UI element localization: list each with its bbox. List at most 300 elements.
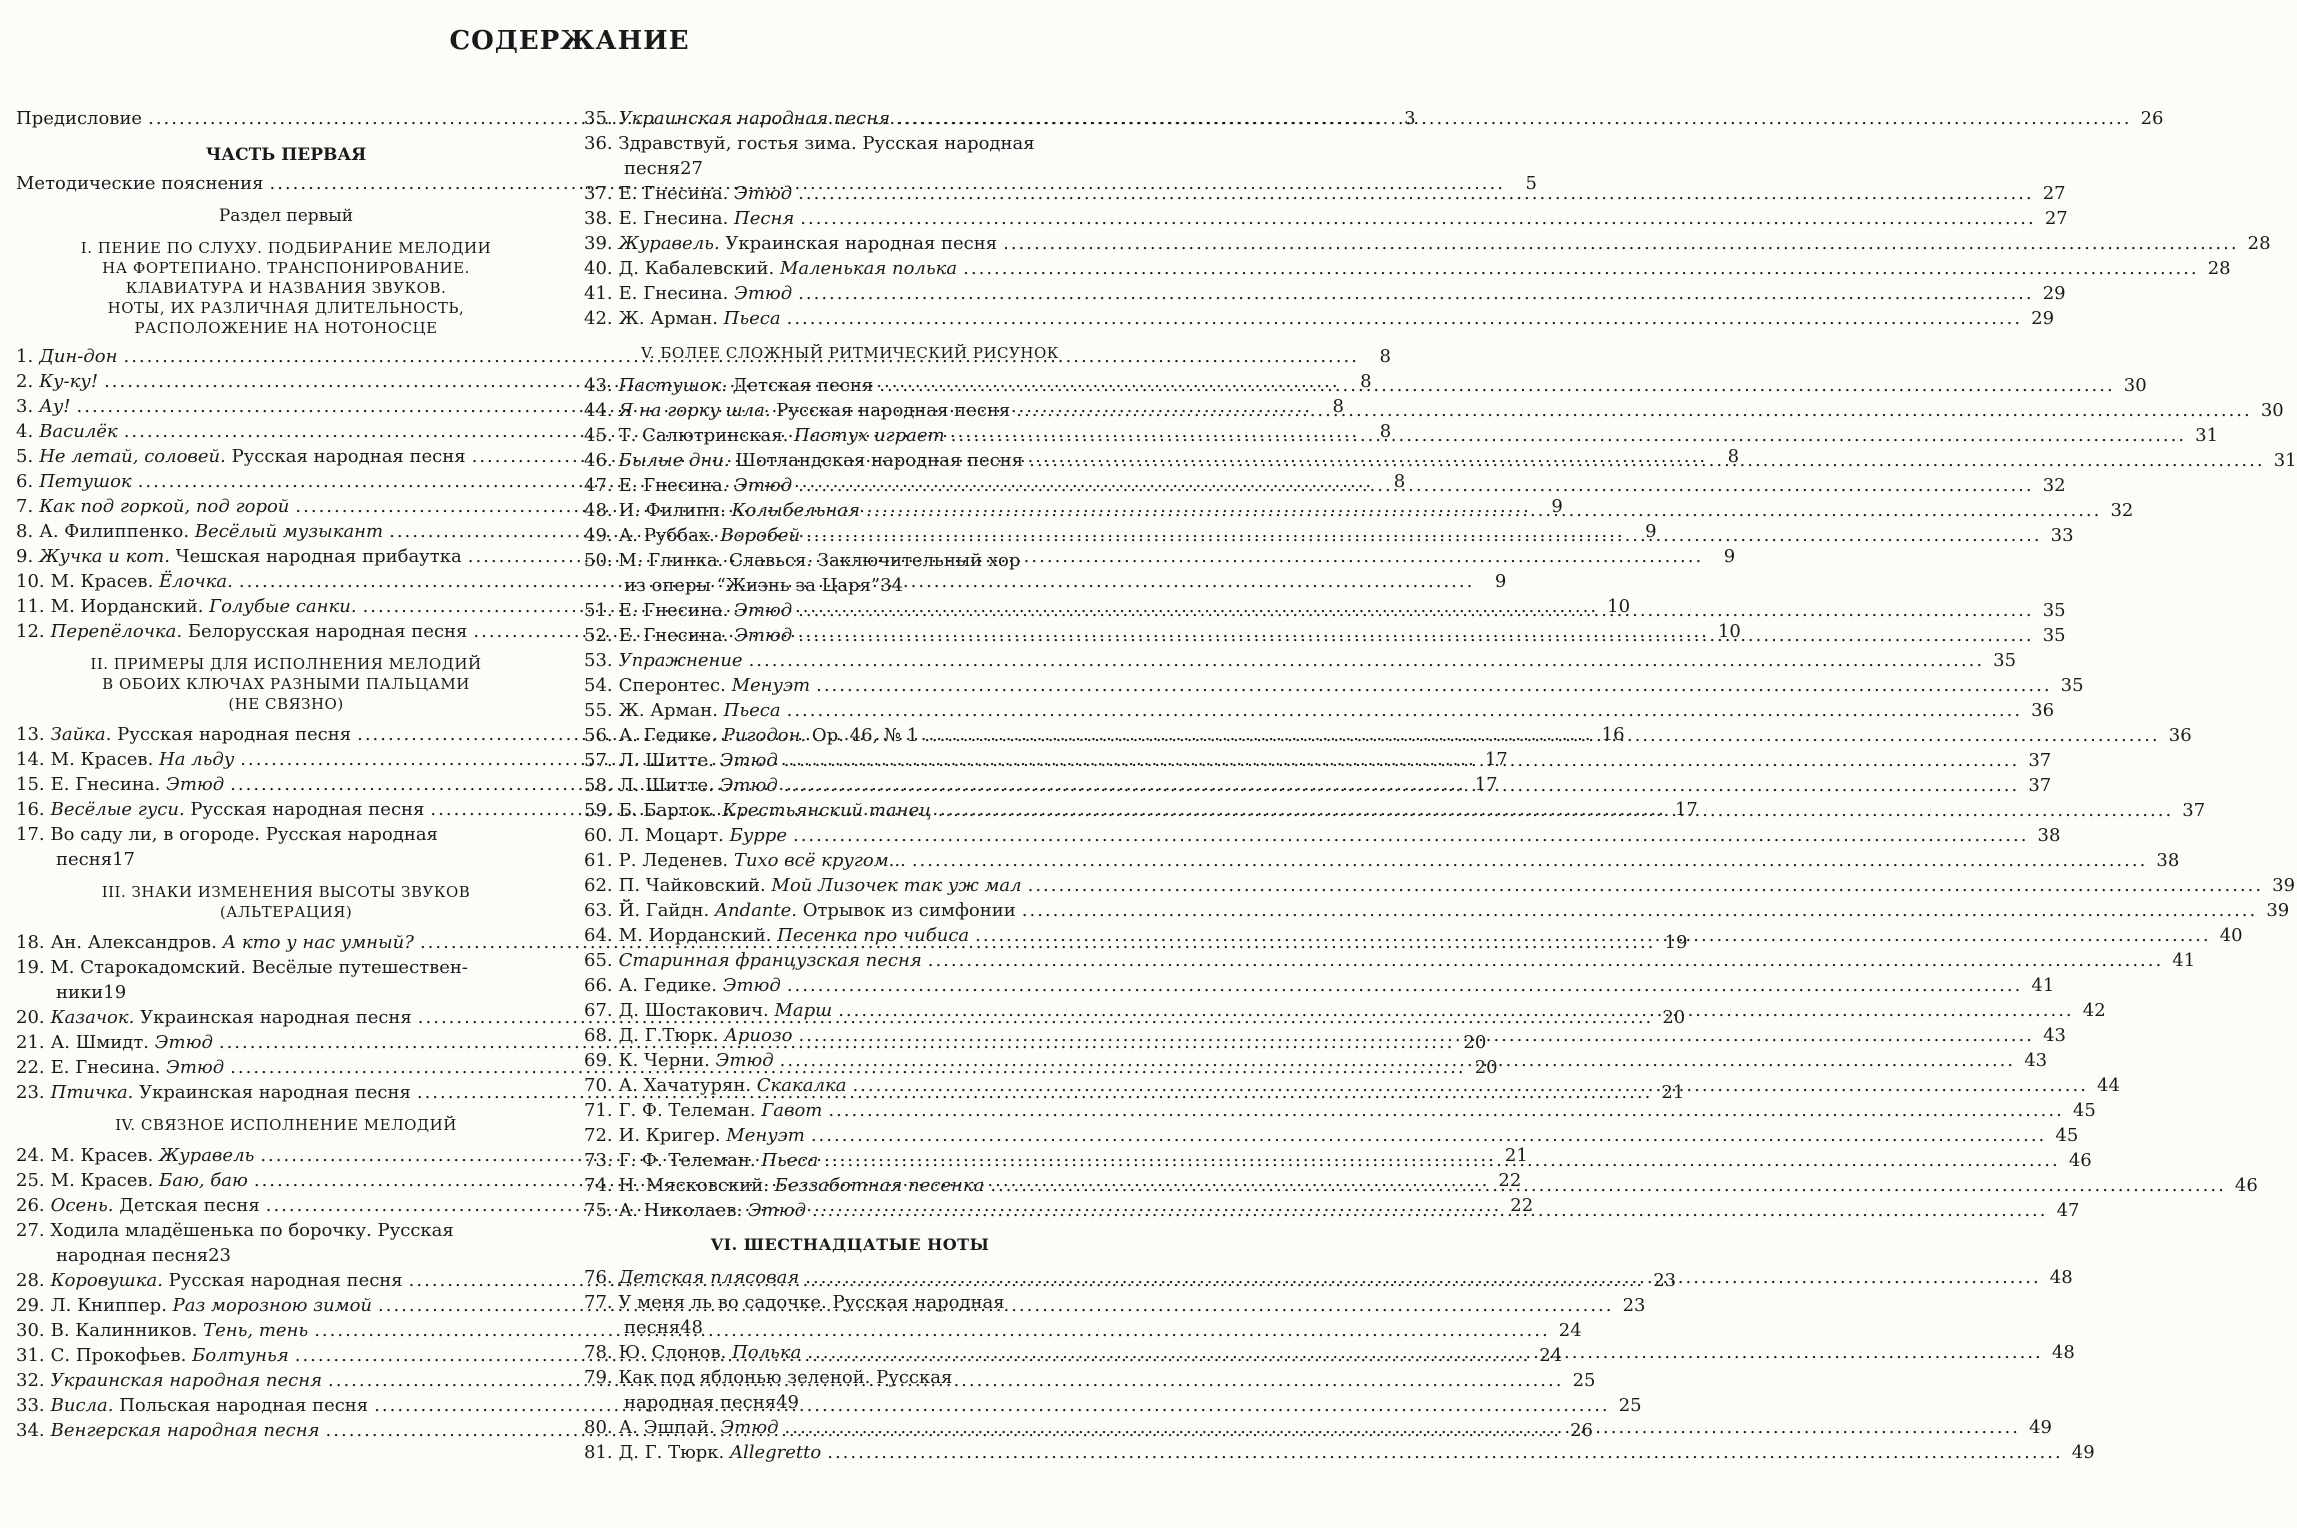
toc-entry — [584, 823, 2061, 848]
entry-work: Воробей — [720, 525, 801, 546]
entry-continuation: из оперы “Жизнь за Царя” — [624, 575, 881, 596]
entry-number: 30. — [16, 1320, 45, 1341]
entry-work: Ходила младёшенька по борочку. — [50, 1220, 372, 1241]
page-number: 5 — [1525, 173, 1537, 194]
entry-title — [51, 1055, 225, 1080]
page-number: 39 — [2266, 900, 2290, 921]
entry-line-continued — [16, 1243, 556, 1268]
entry-title — [51, 1293, 372, 1318]
entry-number: 2. — [16, 371, 34, 392]
entry-work: Старинная французская песня — [618, 950, 922, 971]
entry-subtitle: Русская народная песня — [184, 799, 425, 820]
entry-title — [51, 1318, 309, 1343]
entry-number: 1. — [16, 346, 34, 367]
entry-author: М. Красев. — [50, 1170, 160, 1191]
page-number: 49 — [2071, 1442, 2095, 1463]
page-number: 49 — [776, 1392, 799, 1413]
entry-title — [51, 1418, 320, 1443]
page-number: 23 — [208, 1245, 231, 1266]
entry-work: Осень. — [50, 1195, 114, 1216]
entry-title — [619, 1440, 822, 1465]
entry-title — [619, 1098, 823, 1123]
entry-number: 50. — [584, 550, 619, 571]
entry-subtitle: Шотландская народная песня — [729, 450, 1024, 471]
entry-number: 47. — [584, 475, 613, 496]
entry-work: Ригодон. — [722, 725, 807, 746]
leader-dots — [784, 748, 2019, 773]
entry-author: Л. Шитте. — [618, 775, 720, 796]
page-number: 47 — [2056, 1200, 2080, 1221]
entry-author: Й. Гайдн. — [618, 900, 715, 921]
entry-number: 61. — [584, 850, 613, 871]
page-number: 8 — [1393, 471, 1406, 492]
entry-author: Е. Гнесина. — [618, 625, 735, 646]
entry-author: Ж. Арман. — [618, 700, 724, 721]
entry-number: 20. — [16, 1007, 45, 1028]
entry-work: Коровушка. — [50, 1270, 163, 1291]
page-number: 9 — [1494, 571, 1507, 592]
section-heading-line: VI. ШЕСТНАДЦАТЫЕ НОТЫ — [710, 1235, 990, 1254]
section-heading-line: III. ЗНАКИ ИЗМЕНЕНИЯ ВЫСОТЫ ЗВУКОВ — [101, 883, 471, 901]
entry-work: Упражнение — [618, 650, 743, 671]
entry-author: Е. Гнесина. — [618, 600, 735, 621]
entry-subtitle: Русская — [371, 1220, 454, 1241]
entry-title — [51, 1143, 255, 1168]
entry-line — [16, 1218, 556, 1243]
entry-title — [619, 848, 906, 873]
entry-number: 56. — [584, 725, 613, 746]
page-number: 27 — [2044, 208, 2068, 229]
entry-line — [584, 1290, 1116, 1315]
chapter-heading — [16, 872, 556, 930]
entry-title — [39, 344, 117, 369]
page-number: 30 — [2260, 400, 2284, 421]
entry-author: Е. Гнесина. — [618, 475, 735, 496]
leader-dots — [1029, 448, 2264, 473]
entry-title — [51, 569, 233, 594]
entry-title — [619, 1073, 847, 1098]
entry-work: Полька — [732, 1342, 802, 1363]
entry-work: Висла. — [50, 1395, 114, 1416]
entry-work: Allegretto — [729, 1442, 822, 1463]
entry-number: 39. — [584, 233, 613, 254]
toc-entry — [584, 306, 2055, 331]
entry-number: 78. — [584, 1342, 613, 1363]
entry-line-continued — [584, 156, 1116, 181]
leader-dots — [951, 423, 2186, 448]
entry-work: Пастух играет — [794, 425, 945, 446]
entry-number: 74. — [584, 1175, 613, 1196]
entry-author: Сперонтес. — [618, 675, 732, 696]
entry-number: 7. — [16, 496, 34, 517]
entry-number: 59. — [584, 800, 613, 821]
leader-dots — [852, 1073, 2087, 1098]
page-number: 8 — [1332, 396, 1344, 417]
leader-dots — [798, 623, 2033, 648]
entry-title — [619, 748, 778, 773]
entry-work: Как под горкой, под горой — [39, 496, 290, 517]
entry-work: Здравствуй, гостья зима. — [618, 133, 857, 154]
entry-number: 45. — [584, 425, 613, 446]
entry-work: Скакалка — [756, 1075, 847, 1096]
section-heading-line: (АЛЬТЕРАЦИЯ) — [219, 903, 353, 921]
entry-work: Менуэт — [731, 675, 811, 696]
leader-dots — [896, 106, 2131, 131]
entry-line-continued — [16, 847, 556, 872]
entry-number: 4. — [16, 421, 34, 442]
page-number: 19 — [103, 982, 127, 1003]
entry-work: Этюд — [154, 1032, 213, 1053]
entry-author: И. Кригер. — [618, 1125, 727, 1146]
entry-author: Л. Книппер. — [50, 1295, 173, 1316]
toc-entry — [584, 1440, 2095, 1465]
entry-work: Этюд — [715, 1050, 774, 1071]
entry-line-continued — [584, 1390, 1116, 1415]
toc-entry — [584, 648, 2017, 673]
entry-number: 54. — [584, 675, 613, 696]
section-heading-line: (НЕ СВЯЗНО) — [228, 695, 344, 713]
page-number: 23 — [1653, 1270, 1677, 1291]
page-number: 42 — [2082, 1000, 2106, 1021]
page-number: 35 — [2042, 600, 2066, 621]
entry-line — [584, 131, 1116, 156]
entry-subtitle: Отрывок из симфонии — [797, 900, 1016, 921]
entry-work: Этюд — [719, 750, 778, 771]
page-number: 32 — [2042, 475, 2066, 496]
page-number: 24 — [1558, 1320, 1582, 1341]
section-heading-line: V. БОЛЕЕ СЛОЖНЫЙ РИТМИЧЕСКИЙ РИСУНОК — [641, 344, 1059, 362]
page-number: 19 — [1664, 932, 1688, 953]
page-number: 10 — [1717, 621, 1741, 642]
entry-work: Пьеса — [723, 700, 781, 721]
entry-work: Я на горку шла. — [618, 400, 771, 421]
entry-number: 64. — [584, 925, 613, 946]
entry-number: 49. — [584, 525, 613, 546]
entry-title — [619, 1198, 806, 1223]
entry-number: 73. — [584, 1150, 613, 1171]
entry-work: Этюд — [719, 775, 778, 796]
toc-entry — [584, 673, 2084, 698]
entry-title — [619, 973, 781, 998]
entry-subtitle: Чешская народная прибаутка — [169, 546, 462, 567]
entry-author: М. Старокадомский. — [50, 957, 252, 978]
leader-dots — [1022, 898, 2257, 923]
page-number: 16 — [1601, 724, 1625, 745]
entry-subtitle: Русская народная песня — [111, 724, 352, 745]
leader-dots — [806, 523, 2041, 548]
entry-author: С. Прокофьев. — [50, 1345, 193, 1366]
leader-dots — [1028, 873, 2263, 898]
entry-subtitle: Русская народная песня — [770, 400, 1011, 421]
entry-title — [619, 623, 793, 648]
page-number: 35 — [2060, 675, 2084, 696]
entry-title — [619, 1265, 800, 1290]
entry-title — [619, 1023, 793, 1048]
entry-work: Колыбельная — [731, 500, 860, 521]
leader-dots — [1003, 231, 2238, 256]
entry-number: 58. — [584, 775, 613, 796]
entry-title — [619, 998, 833, 1023]
entry-subtitle: Украинская народная песня — [719, 233, 998, 254]
entry-number: 10. — [16, 571, 45, 592]
toc-entry — [584, 698, 2055, 723]
toc-entry — [584, 548, 1116, 598]
entry-work: Баю, баю — [159, 1170, 248, 1191]
page-number: 17 — [1674, 799, 1698, 820]
entry-title — [619, 231, 997, 256]
entry-author: Д. Шостакович. — [618, 1000, 775, 1021]
entry-author: М. Иорданский. — [618, 925, 778, 946]
entry-subtitle: Русская народная песня — [225, 446, 466, 467]
toc-entry — [584, 1098, 2096, 1123]
toc-entry — [584, 948, 2196, 973]
page-number: 37 — [2182, 800, 2206, 821]
leader-dots — [780, 1048, 2015, 1073]
entry-title — [619, 448, 1023, 473]
entry-work: Тихо всё кругом... — [733, 850, 906, 871]
entry-title — [39, 519, 383, 544]
entry-subtitle: Русская народная песня — [162, 1270, 403, 1291]
entry-author: Е. Гнесина. — [50, 774, 167, 795]
entry-number: 40. — [584, 258, 613, 279]
entry-title — [619, 1123, 805, 1148]
entry-work: Детская плясовая — [618, 1267, 800, 1288]
entry-subtitle: Ор. 46, № 1 — [806, 725, 919, 746]
entry-author: В. Калинников. — [50, 1320, 204, 1341]
entry-author: Г. Ф. Телеман. — [618, 1150, 762, 1171]
leader-dots — [798, 181, 2033, 206]
toc-entry — [584, 898, 2290, 923]
entry-work: Венгерская народная песня — [50, 1420, 320, 1441]
page-number: 31 — [2273, 450, 2297, 471]
leader-dots — [924, 723, 2159, 748]
page-number: 9 — [1723, 546, 1736, 567]
section-heading: Раздел первый — [218, 206, 354, 226]
entry-title — [619, 598, 793, 623]
leader-dots — [824, 1148, 2059, 1173]
toc-entry — [584, 473, 2066, 498]
entry-number: 65. — [584, 950, 613, 971]
entry-author: Д. Кабалевский. — [618, 258, 780, 279]
entry-work: Этюд — [166, 1057, 225, 1078]
section-heading-line: КЛАВИАТУРА И НАЗВАНИЯ ЗВУКОВ. — [125, 279, 447, 297]
entry-work: У меня ль во садочке. — [618, 1292, 827, 1313]
page-number: 24 — [1539, 1345, 1563, 1366]
entry-title — [619, 1173, 985, 1198]
entry-text: Предисловие — [16, 108, 143, 129]
leader-dots — [866, 498, 2101, 523]
section-heading-line: НОТЫ, ИХ РАЗЛИЧНАЯ ДЛИТЕЛЬНОСТЬ, — [107, 299, 465, 317]
entry-title — [619, 1048, 774, 1073]
page-number: 8 — [1379, 346, 1391, 367]
entry-work: Маленькая полька — [779, 258, 958, 279]
entry-number: 66. — [584, 975, 613, 996]
entry-number: 72. — [584, 1125, 613, 1146]
leader-dots — [827, 1440, 2062, 1465]
entry-author: Д. Г.Тюрк. — [618, 1025, 725, 1046]
entry-work: Гавот — [761, 1100, 823, 1121]
toc-entry — [584, 523, 2074, 548]
page-number: 36 — [2031, 700, 2055, 721]
page-number: 27 — [680, 158, 703, 179]
entry-work: Этюд — [734, 475, 793, 496]
entry-work: Песенка про чибиса — [777, 925, 970, 946]
entry-title — [51, 1080, 411, 1105]
entry-number: 77. — [584, 1292, 619, 1313]
leader-dots — [784, 773, 2019, 798]
entry-title — [619, 373, 874, 398]
entry-text: Методические пояснения — [16, 173, 264, 194]
entry-subtitle: Детская песня — [113, 1195, 260, 1216]
entry-number: 3. — [16, 396, 34, 417]
entry-work: Пьеса — [723, 308, 781, 329]
section-heading-line: РАСПОЛОЖЕНИЕ НА НОТОНОСЦЕ — [134, 319, 438, 337]
entry-title — [51, 722, 351, 747]
entry-title — [51, 1393, 369, 1418]
entry-number: 26. — [16, 1195, 45, 1216]
toc-entry — [584, 423, 2219, 448]
page-number: 35 — [2042, 625, 2066, 646]
toc-entry — [584, 848, 2180, 873]
entry-author: А. Гедике. — [618, 975, 723, 996]
entry-work: Как под яблонью зеленой. — [618, 1367, 871, 1388]
entry-work: Этюд — [734, 183, 793, 204]
entry-author: Е. Гнесина. — [618, 183, 735, 204]
entry-number: 16. — [16, 799, 45, 820]
entry-title — [619, 873, 1022, 898]
page-number: 46 — [2068, 1150, 2092, 1171]
page-number: 17 — [112, 849, 135, 870]
entry-continuation: песня — [624, 158, 681, 179]
entry-title — [619, 206, 795, 231]
section-heading-line: II. ПРИМЕРЫ ДЛЯ ИСПОЛНЕНИЯ МЕЛОДИЙ — [90, 655, 482, 673]
entry-number: 18. — [16, 932, 45, 953]
toc-entry — [584, 973, 2055, 998]
entry-work: Украинская народная песня — [50, 1370, 322, 1391]
entry-work: На льду — [159, 749, 235, 770]
entry-author: А. Хачатурян. — [618, 1075, 757, 1096]
entry-author: Н. Мясковский. — [618, 1175, 775, 1196]
entry-work: Славься. — [729, 550, 813, 571]
page-number: 26 — [1570, 1420, 1594, 1441]
toc-entry — [584, 256, 2231, 281]
entry-author: Ю. Слонов. — [618, 1342, 733, 1363]
entry-number: 13. — [16, 724, 45, 745]
leader-dots — [879, 373, 2114, 398]
entry-number: 27. — [16, 1220, 51, 1241]
leader-dots — [938, 798, 2173, 823]
page-number: 49 — [2029, 1417, 2052, 1438]
entry-number: 19. — [16, 957, 51, 978]
entry-title — [51, 930, 414, 955]
entry-title — [619, 648, 743, 673]
entry-title — [619, 181, 793, 206]
entry-work: Весёлый музыкант — [194, 521, 384, 542]
chapter-heading — [584, 1223, 1116, 1265]
entry-author: А. Филиппенко. — [39, 521, 195, 542]
entry-author: Е. Гнесина. — [50, 1057, 167, 1078]
entry-title — [619, 423, 945, 448]
toc-entry — [584, 373, 2147, 398]
entry-title — [619, 948, 922, 973]
page-number: 45 — [2055, 1125, 2079, 1146]
entry-work: А кто у нас умный? — [222, 932, 414, 953]
entry-subtitle: Украинская народная песня — [134, 1007, 412, 1028]
entry-line-continued — [584, 573, 1116, 598]
page-number: 36 — [2168, 725, 2192, 746]
page-number: 8 — [1379, 421, 1392, 442]
entry-title — [51, 1343, 289, 1368]
leader-dots — [787, 698, 2022, 723]
leader-dots — [963, 256, 2198, 281]
page-number: 28 — [2207, 258, 2231, 279]
leader-dots — [798, 598, 2033, 623]
page-number: 48 — [2049, 1267, 2073, 1288]
entry-continuation: народная песня — [56, 1245, 209, 1266]
page-number: 31 — [2195, 425, 2219, 446]
entry-subtitle: Русская народная — [260, 824, 438, 845]
toc-entry — [584, 448, 2297, 473]
entry-title — [39, 369, 98, 394]
page-number: 38 — [2037, 825, 2061, 846]
entry-number: 31. — [16, 1345, 45, 1366]
entry-work: Весёлые путешествен- — [251, 957, 468, 978]
entry-number: 63. — [584, 900, 613, 921]
entry-title — [39, 394, 70, 419]
page-number: 35 — [1993, 650, 2017, 671]
leader-dots — [816, 673, 2051, 698]
entry-number: 11. — [16, 596, 45, 617]
entry-number: 24. — [16, 1145, 45, 1166]
entry-number: 32. — [16, 1370, 45, 1391]
entry-author: К. Черни. — [618, 1050, 716, 1071]
entry-number: 37. — [584, 183, 613, 204]
entry-title — [51, 1168, 248, 1193]
toc-entry — [584, 398, 2284, 423]
entry-number: 6. — [16, 471, 34, 492]
chapter-heading — [16, 1105, 556, 1143]
entry-number: 68. — [584, 1025, 613, 1046]
entry-work: Казачок. — [50, 1007, 135, 1028]
entry-author: М. Красев. — [50, 1145, 160, 1166]
entry-author: Л. Шитте. — [618, 750, 720, 771]
entry-author: М. Красев. — [50, 571, 160, 592]
entry-work: Дин-дон — [39, 346, 118, 367]
page-number: 22 — [1498, 1170, 1522, 1191]
entry-number: 48. — [584, 500, 613, 521]
entry-number: 46. — [584, 450, 613, 471]
entry-title — [51, 772, 225, 797]
entry-title — [619, 523, 800, 548]
entry-work: Этюд — [166, 774, 225, 795]
entry-number: 36. — [584, 133, 619, 154]
page-number: 43 — [2043, 1025, 2066, 1046]
entry-title — [619, 256, 958, 281]
entry-line-continued — [584, 1315, 1116, 1340]
entry-title — [619, 106, 890, 131]
entry-number: 75. — [584, 1200, 613, 1221]
page-number: 37 — [2028, 775, 2052, 796]
entry-work: Пьеса — [761, 1150, 819, 1171]
entry-number: 71. — [584, 1100, 613, 1121]
page-number: 29 — [2031, 308, 2055, 329]
page-number: 33 — [2050, 525, 2074, 546]
entry-work: Ариозо — [724, 1025, 793, 1046]
entry-work: Журавель. — [618, 233, 720, 254]
entry-title — [39, 494, 289, 519]
toc-entry — [584, 206, 2068, 231]
entry-title — [619, 798, 932, 823]
